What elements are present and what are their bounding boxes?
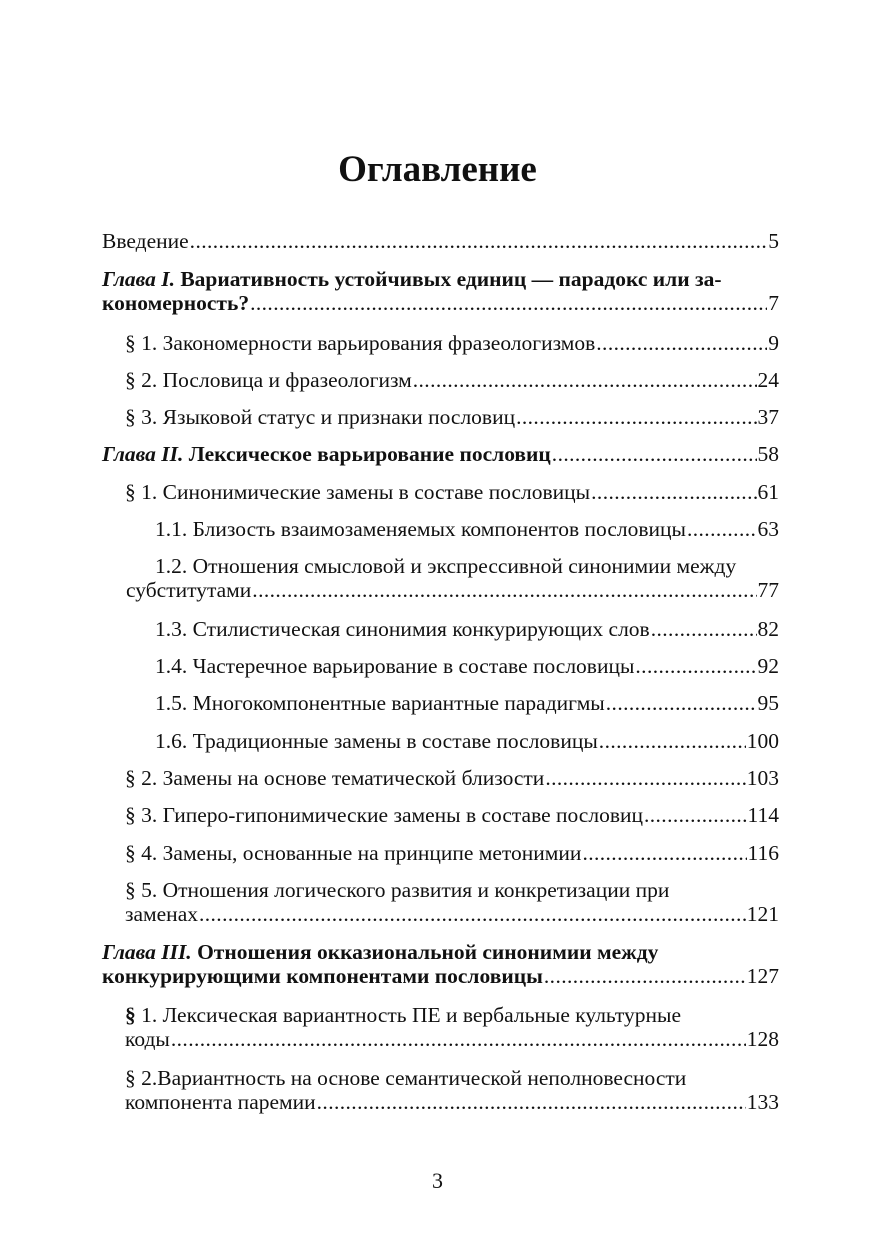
toc-page-number: 5 [768,229,779,253]
toc-entry-text: Вариативность устойчивых единиц — парадокс или за- [180,267,722,291]
toc-entry-text: § 1. Синонимические замены в составе пословицы [125,480,591,504]
toc-entry-ch3-section-2[interactable] [125,1066,779,1114]
toc-page-number: 95 [757,691,779,715]
page-number: 3 [432,1168,443,1193]
toc-entry-text-cont: коды [125,1027,170,1051]
toc-entry-ch2-sub-1-4[interactable] [155,654,779,678]
toc-page-number: 92 [757,654,779,678]
toc-page-number: 82 [757,617,779,641]
chapter-label: Глава III. [102,940,192,964]
toc-entry-text: § 2. Замены на основе тематической близости [125,766,545,790]
toc-entry-text: 1.4. Частеречное варьирование в составе пословицы [155,654,635,678]
toc-entry-intro[interactable] [102,229,779,253]
toc-entry-text: § 3. Гиперо-гипонимические замены в составе пословиц [125,803,643,827]
toc-page-number: 127 [746,964,779,988]
toc-entry-text: Введение [102,229,189,253]
toc-entry-ch2-section-2[interactable] [125,766,779,790]
toc-page-number: 58 [757,442,779,466]
chapter-label: Глава II. [102,442,184,466]
toc-entry-ch2-section-1[interactable] [125,480,779,504]
toc-entry-text: 1.1. Близость взаимозаменяемых компонентов пословицы [155,517,686,541]
toc-entry-text: § 4. Замены, основанные на принципе метонимии [125,841,582,865]
toc-entry-chapter-1[interactable] [102,267,779,315]
toc-page-number: 103 [746,766,779,790]
toc-entry-text: 1.3. Стилистическая синонимия конкурирующих слов [155,617,650,641]
toc-entry-text-cont: субститутами [126,578,252,602]
toc-entry-text: § 2. Пословица и фразеологизм [125,368,412,392]
toc-page-number: 24 [757,368,779,392]
toc-page-number: 37 [757,405,779,429]
toc-page-number: 128 [746,1027,779,1051]
toc-entry-text: 1.6. Традиционные замены в составе пословицы [155,729,598,753]
toc-page-number: 116 [747,841,779,865]
toc-entry-text: § 5. Отношения логического развития и конкретизации при [125,878,670,902]
toc-page-number: 9 [768,331,779,355]
chapter-label: Глава I. [102,267,175,291]
toc-entry-text: 1.5. Многокомпонентные вариантные парадигмы [155,691,605,715]
toc-entry-ch2-sub-1-2[interactable] [126,554,779,602]
page-title: Оглавление [338,149,537,190]
toc-page-number: 77 [757,578,779,602]
toc-entry-ch1-section-1[interactable] [125,331,779,355]
toc-entry-ch1-section-2[interactable] [125,368,779,392]
toc-page-number: 61 [757,480,779,504]
toc-entry-ch1-section-3[interactable] [125,405,779,429]
toc-entry-text: § 3. Языковой статус и признаки пословиц [125,405,516,429]
toc-entry-text: § 1. Закономерности варьирования фразеологизмов [125,331,596,355]
toc-entry-text-cont: конкурирующими компонентами пословицы [102,964,543,988]
toc-entry-text-cont: компонента паремии [125,1090,316,1114]
toc-entry-ch3-section-1[interactable] [125,1003,779,1051]
toc-page-number: 114 [747,803,779,827]
toc-entry-text-cont: заменах [125,902,198,926]
toc-entry-text: 1.2. Отношения смысловой и экспрессивной синонимии между [155,554,737,578]
toc-entry-chapter-3[interactable] [102,940,779,988]
toc-entry-chapter-2[interactable] [102,442,779,466]
toc-page-number: 121 [746,902,779,926]
toc-entry-ch2-sub-1-1[interactable] [155,517,779,541]
toc-entry-text: 1. Лексическая вариантность ПЕ и вербальные культурные [141,1003,682,1027]
toc-entry-ch2-section-4[interactable] [125,841,779,865]
toc-entry-ch2-sub-1-3[interactable] [155,617,779,641]
toc-entry-text: § 2.Вариантность на основе семантической неполновесности [125,1066,687,1090]
toc-page-number: 63 [757,517,779,541]
toc-entry-ch2-section-3[interactable] [125,803,779,827]
toc-page-number: 133 [746,1090,779,1114]
toc-entry-text: Лексическое варьирование пословиц [188,442,551,466]
toc-entry-ch2-sub-1-5[interactable] [155,691,779,715]
toc-page-number: 100 [746,729,779,753]
toc-page-number: 7 [768,291,779,315]
toc-entry-ch2-sub-1-6[interactable] [155,729,779,753]
toc-entry-text: Отношения окказиональной синонимии между [197,940,659,964]
toc-entry-text-cont: кономерность? [102,291,250,315]
section-mark: § [125,1003,136,1027]
toc-entry-ch2-section-5[interactable] [125,878,779,926]
